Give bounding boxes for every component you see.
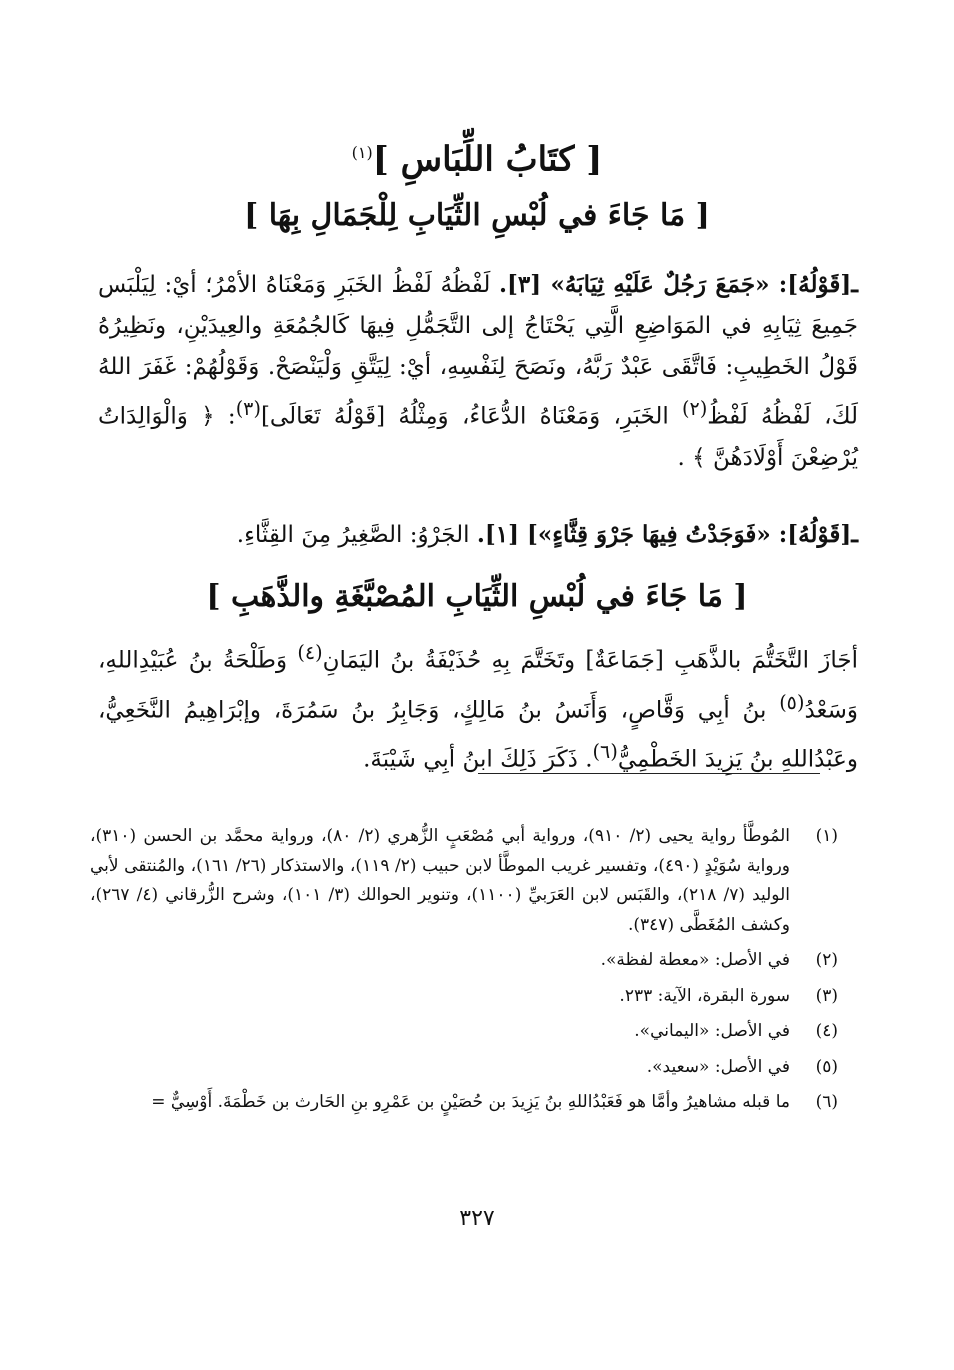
section1-text-b: الخَبَرِ، وَمَعْنَاهُ الدُّعَاءُ، وَمِثْلُهُ [قَوْلُهُ تَعَالَى] <box>260 403 683 430</box>
footnote-1 <box>90 822 838 940</box>
section1-paragraph-2 <box>98 514 858 556</box>
book-title-text: [ كتَابُ اللِّبَاسِ ] <box>372 139 603 180</box>
footnote-ref-6: (٦) <box>592 740 618 764</box>
footnote-text: سورة البقرة، الآية: ٢٣٣. <box>619 985 790 1006</box>
footnote-number: (١) <box>815 826 838 846</box>
section-heading-dyed-clothes-gold: [ مَا جَاءَ في لُبْسِ الثِّيَابِ المُصْبَّغَةِ والذَّهَبِ ] <box>206 579 748 614</box>
footnote-number: (٣) <box>815 985 838 1006</box>
section1-text-a: لَفْظُهُ لَفْظُ الخَبَرِ وَمَعْنَاهُ الأمْرُ؛ أيْ: لِيَلْبَس جَمِيعَ ثِيَابِهِ في المَوَاضِعِ الَّتِي يَحْتَاجُ إلى التَّجَمُّلِ فِيهَا كَالجُمُعَةِ والعِيدَيْنِ، ونَظِيرُهُ قَوْلُ الخَطِيبِ: فَاتَّقَى عَبْدٌ رَبَّهُ، ونَصَحَ لِنَفْسِهِ، أيْ: لِيَتَّقِ وَلْيَنْصَحْ. وَقَوْلُهُمْ: غَفَرَ اللهُ لَكَ، لَفْظُهُ لَفْظُ <box>98 272 858 430</box>
footnote-separator <box>478 773 820 774</box>
section2-text-b: وَطَلْحَةُ بنُ عُبَيْدِاللهِ، وَسَعْدُ <box>98 647 858 724</box>
section1-quote-lead: ـ[قَوْلُهُ]: «جَمَعَ رَجُلٌ عَلَيْهِ ثِيَابَهُ» [٣]. <box>499 271 858 298</box>
footnote-6 <box>90 1088 838 1118</box>
section1-paragraph <box>98 264 858 479</box>
page-number: ٣٢٧ <box>459 1206 495 1231</box>
section2-text-d: . ذَكَرَ ذَلِكَ ابنُ أبِي شَيْبَةَ. <box>363 746 593 773</box>
footnote-5 <box>90 1053 838 1083</box>
book-title <box>0 128 954 184</box>
section1-text-c: : ﴿ وَالْوَالِدَاتُ يُرْضِعْنَ أَوْلَادَهُنَّ ﴾ . <box>98 403 858 471</box>
footnote-ref-4: (٤) <box>297 641 323 664</box>
footnote-number: (٥) <box>815 1056 838 1077</box>
footnote-text: في الأصل: «سعيد». <box>646 1056 790 1077</box>
book-title-footnote-ref: (١) <box>351 143 373 162</box>
footnote-text: في الأصل: «معطة لفظة». <box>600 950 790 970</box>
footnote-number: (٦) <box>815 1092 838 1112</box>
section2-text-c: بنُ أبِي وَقَّاصٍ، وَأَنَسُ بنُ مَالِكٍ، وَجَابِرُ بنُ سَمُرَةَ، وإبْرَاهِيمُ النَّخَعِيُّ، وعَبْدُاللهِ بنُ يَزِيدَ الخَطْمِيُّ <box>98 697 858 773</box>
footnote-text: ما قبله مشاهيرُ وأمَّا هو فَعَبْدُاللهِ بنُ يَزِيدَ بن حُصَيْنٍ بن عَمْرِو بنِ الحَارث بن خَطْمَةَ. أَوْسِيٌّ = <box>151 1092 790 1112</box>
section1-text2: الجَرْوُ: الصَّغِيرُ مِنَ القِثَّاءِ. <box>236 522 477 548</box>
footnote-4 <box>90 1017 838 1047</box>
footnote-number: (٤) <box>815 1021 838 1041</box>
footnote-text: في الأصل: «اليماني». <box>634 1021 790 1041</box>
footnote-text: المُوطَّأ رواية يحيى (٢/ ٩١٠)، ورواية أبي مُصْعَبٍ الزُّهري (٢/ ٨٠)، ورواية محمَّد بن الحسن (٣١٠)، ورواية سُوَيْدٍ (٤٩٠)، وتفسير غريب الموطَّأ لابن حبيب (٢/ ١١٩)، والاستذكار (٢٦/ ١٦١)، والمُنتقى لأبي الوليد (٧/ ٢١٨)، والقَبَس لابن العَرَبيِّ (١١٠٠)، وتنوير الحوالك (٣/ ١٠١)، وشرح الزُّرقاني (٤/ ٢٦٧)، وكشف المُغَطَّى (٣٤٧). <box>90 826 791 935</box>
footnotes <box>90 822 838 1124</box>
footnote-ref-5: (٥) <box>779 690 805 714</box>
footnote-number: (٢) <box>815 950 838 970</box>
section-heading-adornment: [ مَا جَاءَ في لُبْسِ الثِّيَابِ لِلْجَمَالِ بِهَا ] <box>244 198 710 233</box>
footnote-3 <box>90 982 838 1012</box>
footnote-2 <box>90 946 838 976</box>
section2-paragraph <box>98 632 858 781</box>
footnote-ref-3: (٣) <box>235 397 261 420</box>
section2-text-a: أجَازَ التَّخَتُّمَ بالذَّهَبِ [جَمَاعَةٌ] وتَخَتَّمَ بِهِ حُذَيْفَةُ بنُ اليَمَانِ <box>322 647 858 674</box>
footnote-ref-2: (٢) <box>682 397 708 420</box>
section1-quote2-lead: ـ[قَوْلُهُ]: «فَوَجَدْتُ فِيهَا جَرْوَ قِثَّاءٍ»] [١]. <box>476 521 858 548</box>
